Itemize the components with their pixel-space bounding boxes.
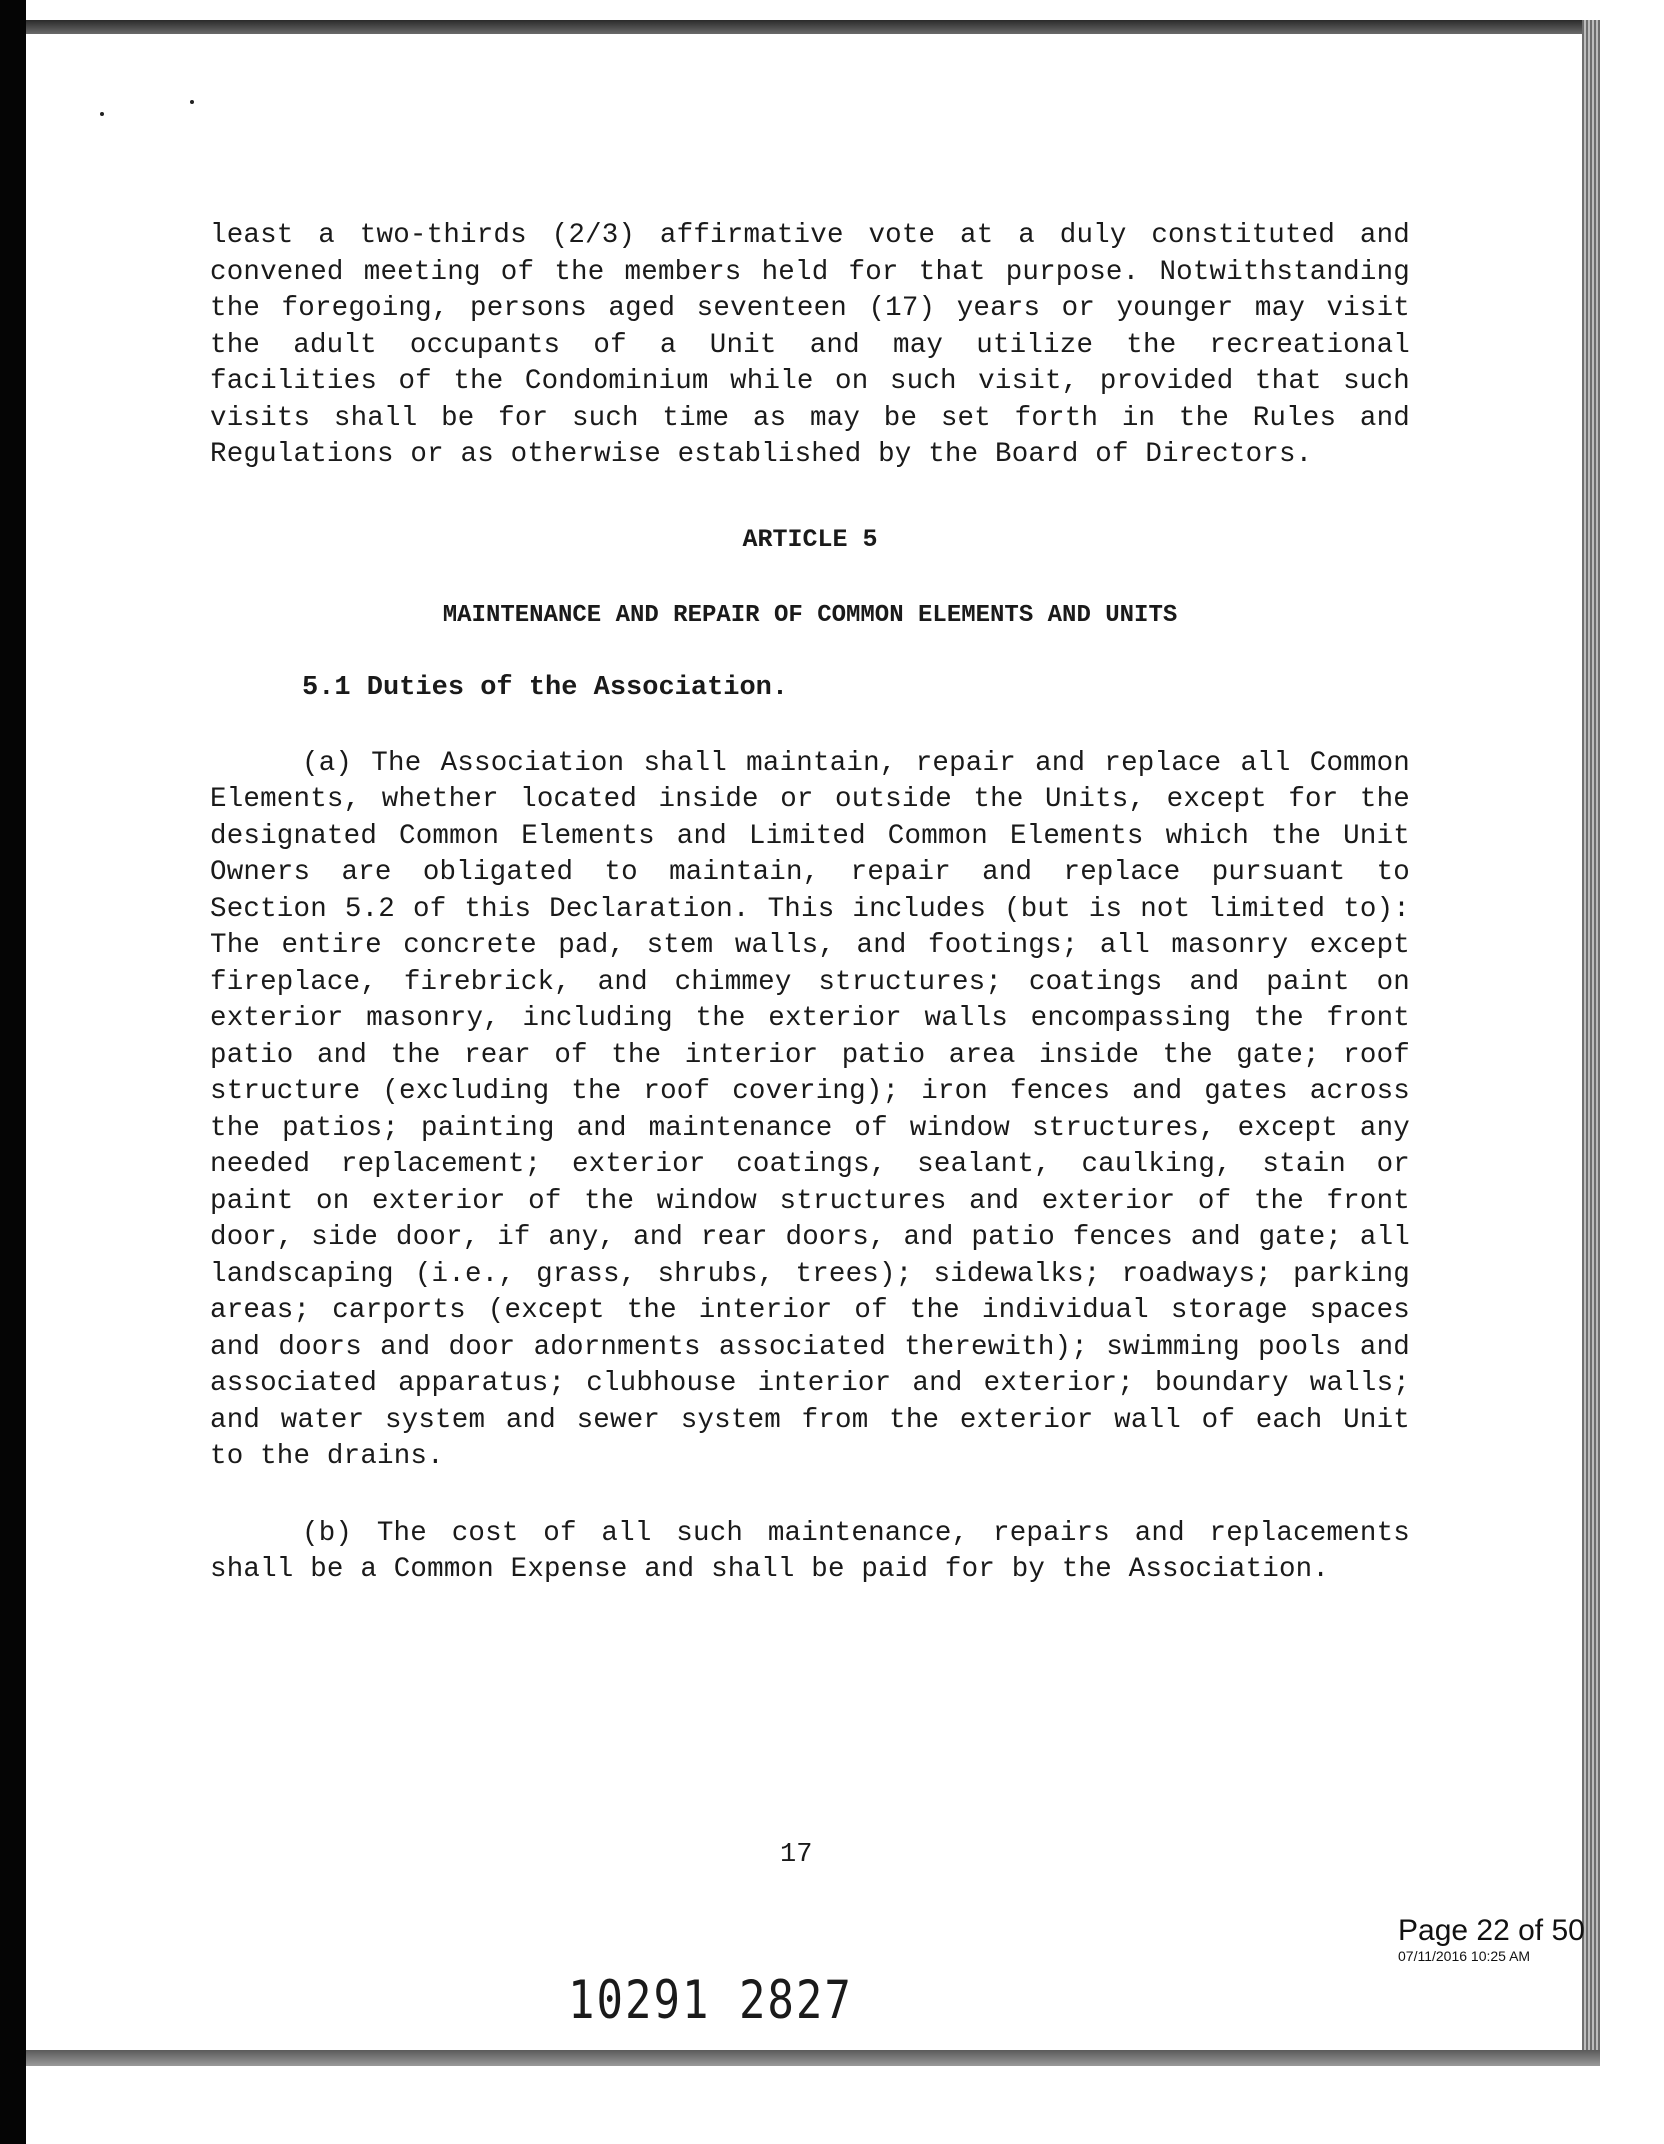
scan-speck <box>100 112 104 116</box>
stamp-datetime: 07/11/2016 10:25 AM <box>1398 1948 1531 1964</box>
scan-left-band <box>0 0 26 2144</box>
paragraph-b: (b) The cost of all such maintenance, repairs and replacements shall be a Common Expense and shall be paid for by the Association. <box>210 1517 1410 1585</box>
article-subtitle: MAINTENANCE AND REPAIR OF COMMON ELEMENTS AND UNITS <box>442 601 1178 629</box>
scan-top-border <box>26 20 1596 34</box>
scan-bottom-border <box>26 2050 1600 2066</box>
recording-stamp <box>1398 1914 1585 1964</box>
continuation-paragraph: least a two-thirds (2/3) affirmative vote at a duly constituted and convened meeting of the members held for that purpose. Notwithstanding the foregoing, persons aged seventeen (17) years or younger may visit the adult occupants of a Unit and may utilize the recreational facilities of the Condominium while on such visit, provided that such visits shall be for such time as may be set forth in the Rules and Regulations or as otherwise established by the Board of Directors. <box>210 220 1410 470</box>
scan-right-border <box>1582 20 1600 2050</box>
document-body <box>210 218 1410 1589</box>
section-heading: 5.1 Duties of the Association. <box>302 672 789 703</box>
scan-speck <box>190 100 194 104</box>
book-page-number: 10291 2827 <box>568 1970 853 2032</box>
article-title: ARTICLE 5 <box>742 524 878 554</box>
page-number: 17 <box>780 1840 813 1870</box>
stamp-page-count: Page 22 of 50 <box>1398 1914 1585 1947</box>
paragraph-a: (a) The Association shall maintain, repair and replace all Common Elements, whether located inside or outside the Units, except for the designated Common Elements and Limited Common Elements which the Unit Owners are obligated to maintain, repair and replace pursuant to Section 5.2 of this Declaration. This includes (but is not limited to): The entire concrete pad, stem walls, and footings; all masonry except fireplace, firebrick, and chimmey structures; coatings and paint on exterior masonry, including the exterior walls encompassing the front patio and the rear of the interior patio area inside the gate; roof structure (excluding the roof covering); iron fences and gates across the patios; painting and maintenance of window structures, except any needed replacement; exterior coatings, sealant, caulking, stain or paint on exterior of the window structures and exterior of the front door, side door, if any, and rear doors, and patio fences and gate; all landscaping (i.e., grass, shrubs, trees); sidewalks; roadways; parking areas; carports (except the interior of the individual storage spaces and doors and door adornments associated therewith); swimming pools and associated apparatus; clubhouse interior and exterior; boundary walls; and water system and sewer system from the exterior wall of each Unit to the drains. <box>210 747 1410 1472</box>
